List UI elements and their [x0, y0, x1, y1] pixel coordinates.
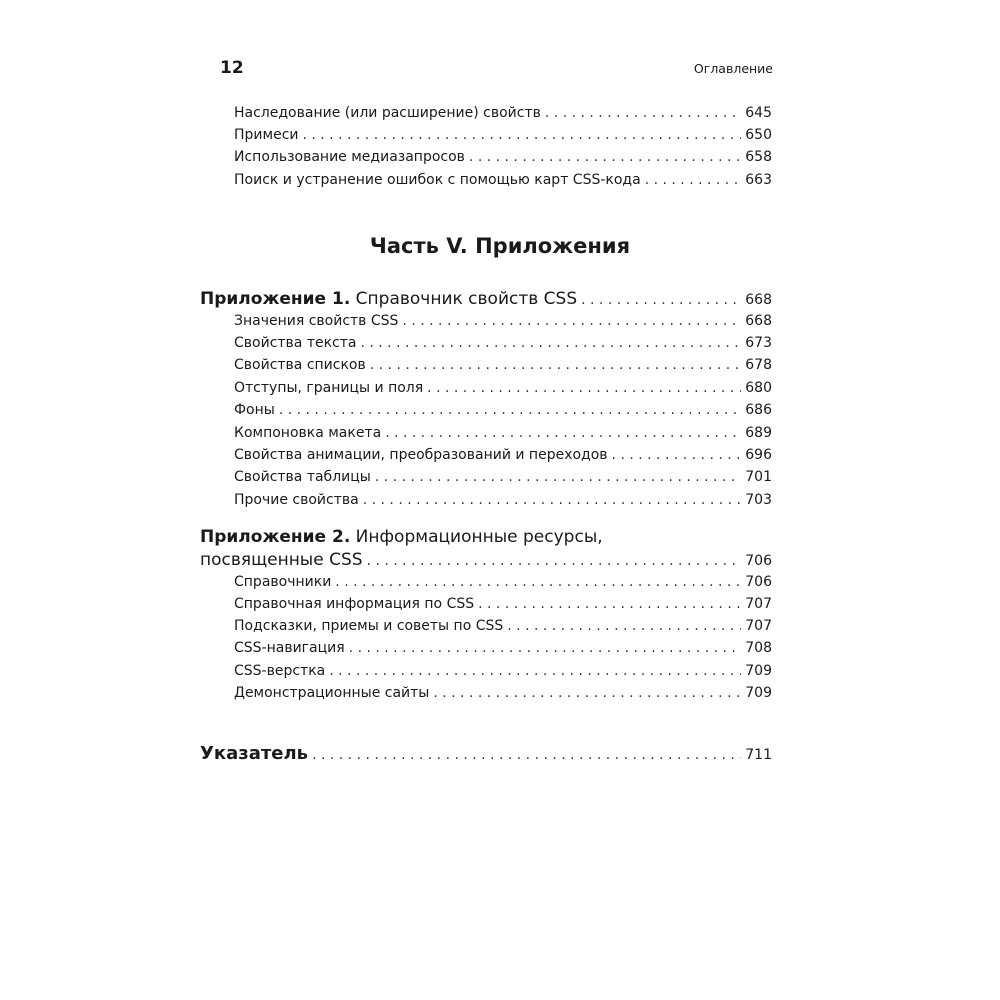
- toc-entry-title: Примеси: [234, 127, 299, 143]
- toc-entry-page: 645: [745, 105, 772, 121]
- dot-leader: [363, 489, 742, 511]
- toc-entry-title: Свойства текста: [234, 335, 357, 351]
- dot-leader: [612, 444, 742, 466]
- toc-entry-title: Прочие свойства: [234, 492, 359, 508]
- index-page: 711: [745, 747, 772, 763]
- part-heading: Часть V. Приложения: [369, 234, 631, 258]
- toc-entry: [234, 399, 772, 421]
- toc-entry-title: CSS-навигация: [234, 640, 345, 656]
- toc-entry-page: 678: [745, 357, 772, 373]
- appendix-2-page: 706: [745, 553, 772, 569]
- toc-entry-title: Поиск и устранение ошибок с помощью карт CSS-кода: [234, 172, 641, 188]
- index-title: Указатель: [200, 743, 309, 764]
- toc-entry-page: 650: [745, 127, 772, 143]
- toc-entry: [234, 310, 772, 332]
- toc-entry: [234, 593, 772, 615]
- toc-entry-page: 668: [745, 313, 772, 329]
- toc-entry-page: 707: [745, 618, 772, 634]
- toc-entry-title: Фоны: [234, 402, 275, 418]
- toc-entry-page: 701: [745, 469, 772, 485]
- toc-entry-page: 703: [745, 492, 772, 508]
- toc-entry-title: Справочная информация по CSS: [234, 596, 475, 612]
- appendix-2-name: Информационные ресурсы,: [350, 527, 603, 547]
- toc-entry-title: Свойства списков: [234, 357, 366, 373]
- toc-entry-title: Отступы, границы и поля: [234, 380, 424, 396]
- dot-leader: [427, 377, 741, 399]
- dot-leader: [329, 660, 741, 682]
- toc-entry-page: 707: [745, 596, 772, 612]
- toc-entry-title: Значения свойств CSS: [234, 313, 399, 329]
- toc-entry-title: Демонстрационные сайты: [234, 685, 430, 701]
- toc-entry-title: Справочники: [234, 574, 332, 590]
- toc-entry-title: Наследование (или расширение) свойств: [234, 105, 541, 121]
- appendix-2-entry: [200, 548, 772, 572]
- toc-entry: [234, 637, 772, 659]
- toc-entry-page: 673: [745, 335, 772, 351]
- toc-entry: [234, 444, 772, 466]
- appendix-1-name: Справочник свойств CSS: [350, 289, 578, 309]
- toc-entry: [234, 354, 772, 376]
- running-head: Оглавление: [693, 61, 773, 76]
- appendix-1-entry: [200, 287, 772, 311]
- dot-leader: [367, 549, 742, 572]
- toc-entry-page: 709: [745, 663, 772, 679]
- toc-entry-title: Свойства анимации, преобразований и переходов: [234, 447, 608, 463]
- dot-leader: [645, 169, 742, 191]
- dot-leader: [545, 102, 741, 124]
- dot-leader: [349, 637, 742, 659]
- appendix-1-page: 668: [745, 292, 772, 308]
- dot-leader: [302, 124, 741, 146]
- toc-entry: [234, 102, 772, 124]
- dot-leader: [370, 354, 742, 376]
- appendix-2-title-cont: посвященные CSS: [200, 550, 363, 570]
- toc-entry: [234, 571, 772, 593]
- toc-entry: [234, 489, 772, 511]
- dot-leader: [279, 399, 741, 421]
- toc-entry-page: 709: [745, 685, 772, 701]
- dot-leader: [335, 571, 741, 593]
- dot-leader: [360, 332, 741, 354]
- dot-leader: [402, 310, 741, 332]
- toc-entry-title: CSS-верстка: [234, 663, 326, 679]
- toc-entry-page: 680: [745, 380, 772, 396]
- toc-entry: [234, 377, 772, 399]
- toc-entry: [234, 682, 772, 704]
- appendix-1-title: [200, 287, 577, 311]
- toc-entry-title: Компоновка макета: [234, 425, 382, 441]
- toc-entry-page: 689: [745, 425, 772, 441]
- index-entry: [200, 741, 772, 767]
- toc-entry-page: 686: [745, 402, 772, 418]
- dot-leader: [385, 422, 741, 444]
- toc-entry-page: 663: [745, 172, 772, 188]
- dot-leader: [581, 288, 741, 311]
- toc-entry-title: Использование медиазапросов: [234, 149, 465, 165]
- toc-entry: [234, 615, 772, 637]
- appendix-2-title-line: [200, 525, 603, 549]
- toc-entry-title: Свойства таблицы: [234, 469, 371, 485]
- toc-entry: [234, 466, 772, 488]
- toc-entry: [234, 422, 772, 444]
- toc-entry: [234, 332, 772, 354]
- dot-leader: [312, 742, 741, 767]
- toc-entry-page: 696: [745, 447, 772, 463]
- dot-leader: [433, 682, 741, 704]
- dot-leader: [469, 146, 741, 168]
- dot-leader: [507, 615, 741, 637]
- toc-entry-page: 658: [745, 149, 772, 165]
- toc-entry-page: 708: [745, 640, 772, 656]
- dot-leader: [478, 593, 741, 615]
- dot-leader: [375, 466, 741, 488]
- toc-entry: [234, 660, 772, 682]
- page-number: 12: [220, 58, 244, 78]
- toc-entry: [234, 169, 772, 191]
- appendix-1-label: Приложение 1.: [200, 289, 351, 309]
- toc-entry-page: 706: [745, 574, 772, 590]
- toc-entry-title: Подсказки, приемы и советы по CSS: [234, 618, 504, 634]
- toc-entry: [234, 146, 772, 168]
- appendix-2-label: Приложение 2.: [200, 527, 351, 547]
- toc-entry: [234, 124, 772, 146]
